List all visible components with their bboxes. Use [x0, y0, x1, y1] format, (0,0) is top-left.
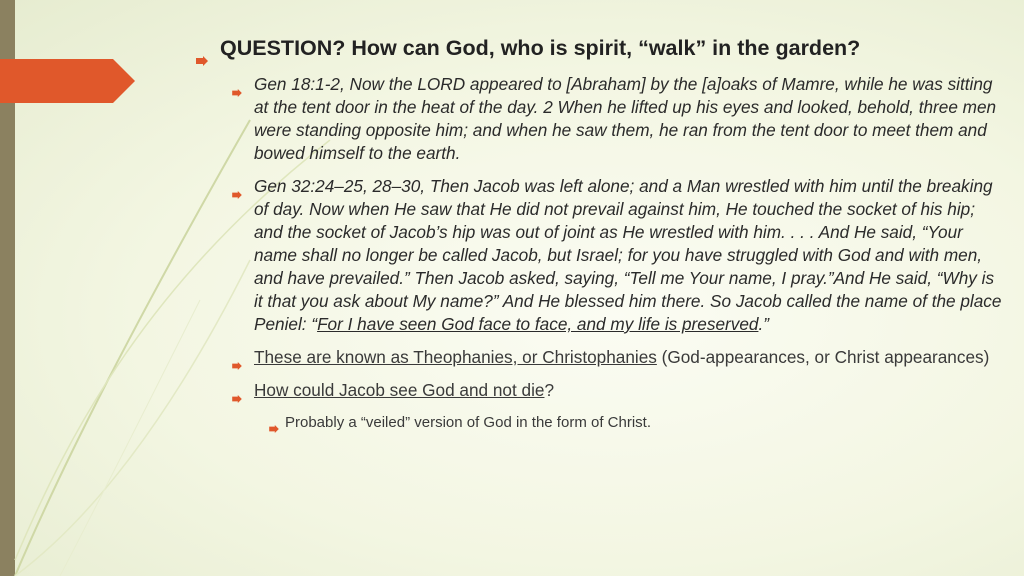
gen32-text: Gen 32:24–25, 28–30, Then Jacob was left alone; and a Man wrestled with him until the breaking of day. Now when He saw that He did not prevail against him, He touched the socket of his hip; and the socket of Jacob’s hip was out of joint as He wrestled with him. . . . And He said, “Your name shall no longer be called Jacob, but Israel; for you have struggled with God and with men, and have prevailed.” Then Jacob asked, saying, “Tell me Your name, I pray.”And He said, “Why is it that you ask about My name?” And He blessed him there. So Jacob called the name of the place Peniel: “: [254, 176, 1002, 334]
jacob-rest: ?: [544, 380, 555, 400]
arrow-bullet-icon: [232, 353, 242, 361]
gen32-paragraph: [254, 175, 1006, 336]
gen32-end: .”: [758, 314, 769, 334]
slide-content: [196, 33, 1006, 433]
theophanies-paragraph: [254, 346, 989, 369]
jacob-link[interactable]: How could Jacob see God and not die: [254, 380, 545, 400]
veiled-text: Probably a “veiled” version of God in the form of Christ.: [285, 414, 651, 431]
bullet-jacob: [232, 379, 1006, 402]
jacob-paragraph: [254, 379, 554, 402]
arrow-bullet-icon: [269, 418, 279, 426]
arrow-bullet-icon: [232, 80, 242, 88]
arrow-bullet-icon: [232, 182, 242, 190]
question-heading: [196, 33, 1006, 63]
gen18-text: Gen 18:1-2, Now the LORD appeared to [Abraham] by the [a]oaks of Mamre, while he was sitting at the tent door in the heat of the day. 2 When he lifted up his eyes and looked, behold, three men were standing opposite him; and when he saw them, he ran from the tent door to meet them and bowed himself to the earth.: [254, 74, 997, 163]
question-text: QUESTION? How can God, who is spirit, “walk” in the garden?: [220, 36, 861, 60]
theophanies-link[interactable]: These are known as Theophanies, or Christophanies: [254, 347, 657, 367]
gen32-underlined-quote: For I have seen God face to face, and my life is preserved: [317, 314, 759, 334]
arrow-bullet-icon: [196, 44, 208, 54]
bullet-gen18: [232, 73, 1006, 165]
arrow-bullet-icon: [232, 386, 242, 394]
bullet-theophanies: [232, 346, 1006, 369]
sub-bullet-veiled: [269, 412, 1006, 433]
bullet-gen32: [232, 175, 1006, 336]
theophanies-rest: (God-appearances, or Christ appearances): [656, 347, 990, 367]
accent-flag: [0, 59, 135, 103]
